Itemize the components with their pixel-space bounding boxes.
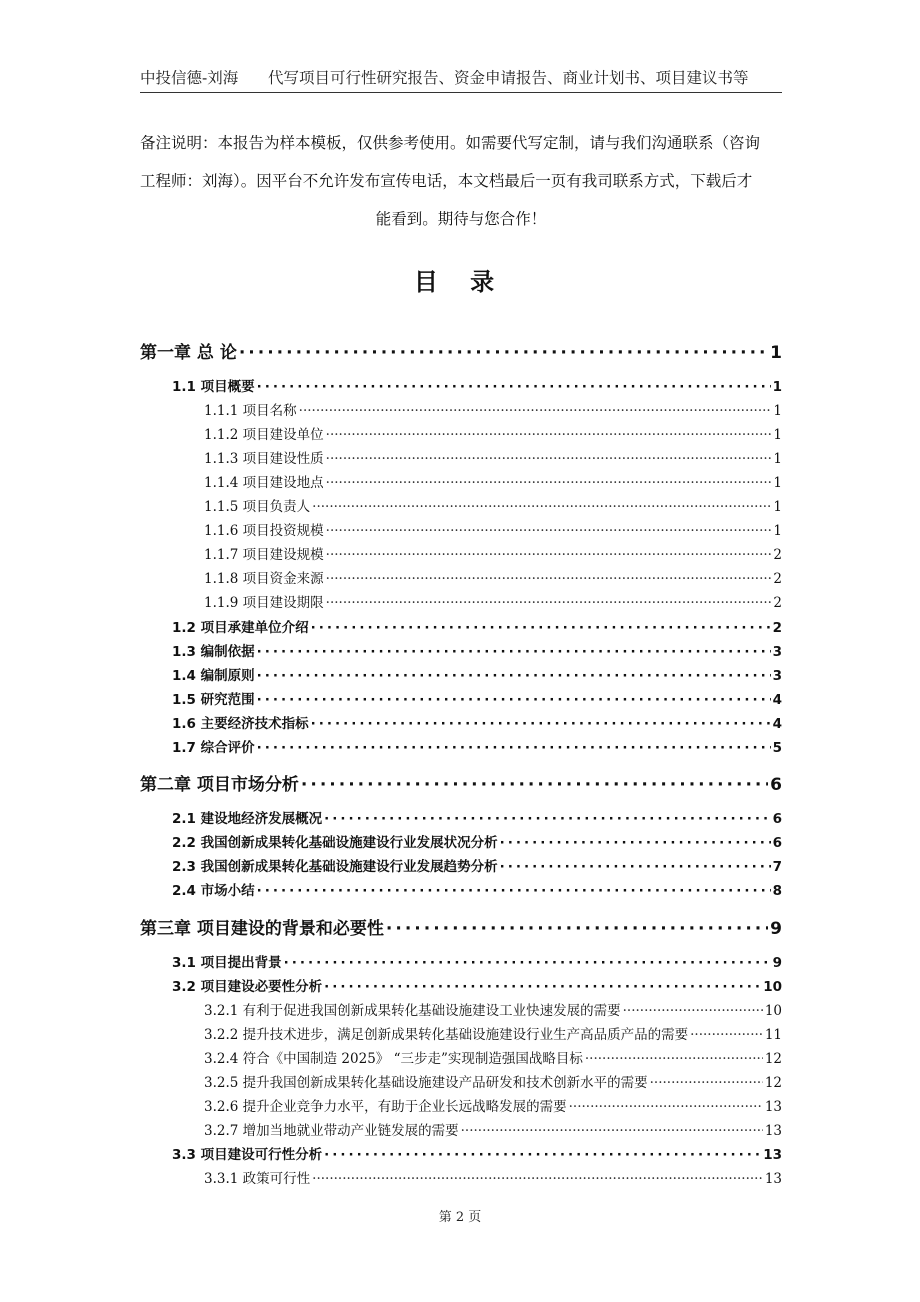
toc-entry-chapter[interactable]: 第一章 总 论 ····· 1 bbox=[140, 338, 782, 363]
page-header bbox=[140, 64, 782, 93]
toc-entry-section[interactable]: 1.3 编制依据 ····· 3 bbox=[172, 640, 782, 660]
toc-entry-section[interactable]: 2.4 市场小结 ····· 8 bbox=[172, 879, 782, 899]
toc-entry-subsection[interactable]: 1.1.2 项目建设单位 ····· 1 bbox=[204, 423, 782, 443]
toc-entry-subsection[interactable]: 3.2.2 提升技术进步，满足创新成果转化基础设施建设行业生产高品质产品的需要 ····· 11 bbox=[204, 1023, 782, 1043]
toc-entry-subsection[interactable]: 3.2.4 符合《中国制造 2025》 “三步走”实现制造强国战略目标 ····· 12 bbox=[204, 1047, 782, 1067]
toc-entry-section[interactable]: 3.3 项目建设可行性分析 ····· 13 bbox=[172, 1143, 782, 1163]
toc-entry-section[interactable]: 1.6 主要经济技术指标 ····· 4 bbox=[172, 712, 782, 732]
toc-entry-subsection[interactable]: 1.1.3 项目建设性质 ····· 1 bbox=[204, 447, 782, 467]
toc-entry-subsection[interactable]: 3.2.5 提升我国创新成果转化基础设施建设产品研发和技术创新水平的需要 ····· 12 bbox=[204, 1071, 782, 1091]
toc-entry-subsection[interactable]: 1.1.6 项目投资规模 ····· 1 bbox=[204, 519, 782, 539]
header-author: 中投信德-刘海 bbox=[140, 69, 239, 87]
remark-note bbox=[140, 124, 782, 238]
page-number: 第 2 页 bbox=[438, 1210, 482, 1225]
toc-entry-section[interactable]: 3.1 项目提出背景 ····· 9 bbox=[172, 951, 782, 971]
remark-line: 工程师：刘海）。因平台不允许发布宣传电话，本文档最后一页有我司联系方式，下载后才 bbox=[140, 172, 753, 190]
toc-entry-section[interactable]: 1.5 研究范围 ····· 4 bbox=[172, 688, 782, 708]
toc-entry-section[interactable]: 2.3 我国创新成果转化基础设施建设行业发展趋势分析 ····· 7 bbox=[172, 855, 782, 875]
toc-entry-subsection[interactable]: 3.2.7 增加当地就业带动产业链发展的需要 ····· 13 bbox=[204, 1119, 782, 1139]
toc-entry-section[interactable]: 3.2 项目建设必要性分析 ····· 10 bbox=[172, 975, 782, 995]
toc-entry-subsection[interactable]: 1.1.4 项目建设地点 ····· 1 bbox=[204, 471, 782, 491]
toc-title: 目 录 bbox=[413, 268, 507, 296]
toc-entry-section[interactable]: 2.2 我国创新成果转化基础设施建设行业发展状况分析 ····· 6 bbox=[172, 831, 782, 851]
toc-entry-section[interactable]: 2.1 建设地经济发展概况 ····· 6 bbox=[172, 807, 782, 827]
toc-entry-chapter[interactable]: 第三章 项目建设的背景和必要性 ····· 9 bbox=[140, 914, 782, 939]
toc-entry-section[interactable]: 1.2 项目承建单位介绍 ····· 2 bbox=[172, 616, 782, 636]
toc-entry-subsection[interactable]: 1.1.8 项目资金来源 ····· 2 bbox=[204, 567, 782, 587]
toc-entry-subsection[interactable]: 3.2.1 有利于促进我国创新成果转化基础设施建设工业快速发展的需要 ····· 10 bbox=[204, 999, 782, 1019]
remark-line: 能看到。期待与您合作！ bbox=[375, 210, 547, 228]
toc-entry-subsection[interactable]: 3.3.1 政策可行性 ····· 13 bbox=[204, 1167, 782, 1187]
header-services: 代写项目可行性研究报告、资金申请报告、商业计划书、项目建议书等 bbox=[268, 69, 749, 87]
toc-entry-subsection[interactable]: 1.1.5 项目负责人 ····· 1 bbox=[204, 495, 782, 515]
toc-entry-section[interactable]: 1.4 编制原则 ····· 3 bbox=[172, 664, 782, 684]
toc-entry-subsection[interactable]: 1.1.7 项目建设规模 ····· 2 bbox=[204, 543, 782, 563]
toc-entry-subsection[interactable]: 1.1.9 项目建设期限 ····· 2 bbox=[204, 591, 782, 611]
toc-entry-subsection[interactable]: 3.2.6 提升企业竞争力水平，有助于企业长远战略发展的需要 ····· 13 bbox=[204, 1095, 782, 1115]
toc-entry-section[interactable]: 1.1 项目概要 ····· 1 bbox=[172, 375, 782, 395]
toc-entry-section[interactable]: 1.7 综合评价 ····· 5 bbox=[172, 736, 782, 756]
toc-entry-chapter[interactable]: 第二章 项目市场分析 ····· 6 bbox=[140, 770, 782, 795]
toc-entry-subsection[interactable]: 1.1.1 项目名称 ····· 1 bbox=[204, 399, 782, 419]
remark-line: 备注说明：本报告为样本模板，仅供参考使用。如需要代写定制，请与我们沟通联系（咨询 bbox=[140, 134, 761, 152]
